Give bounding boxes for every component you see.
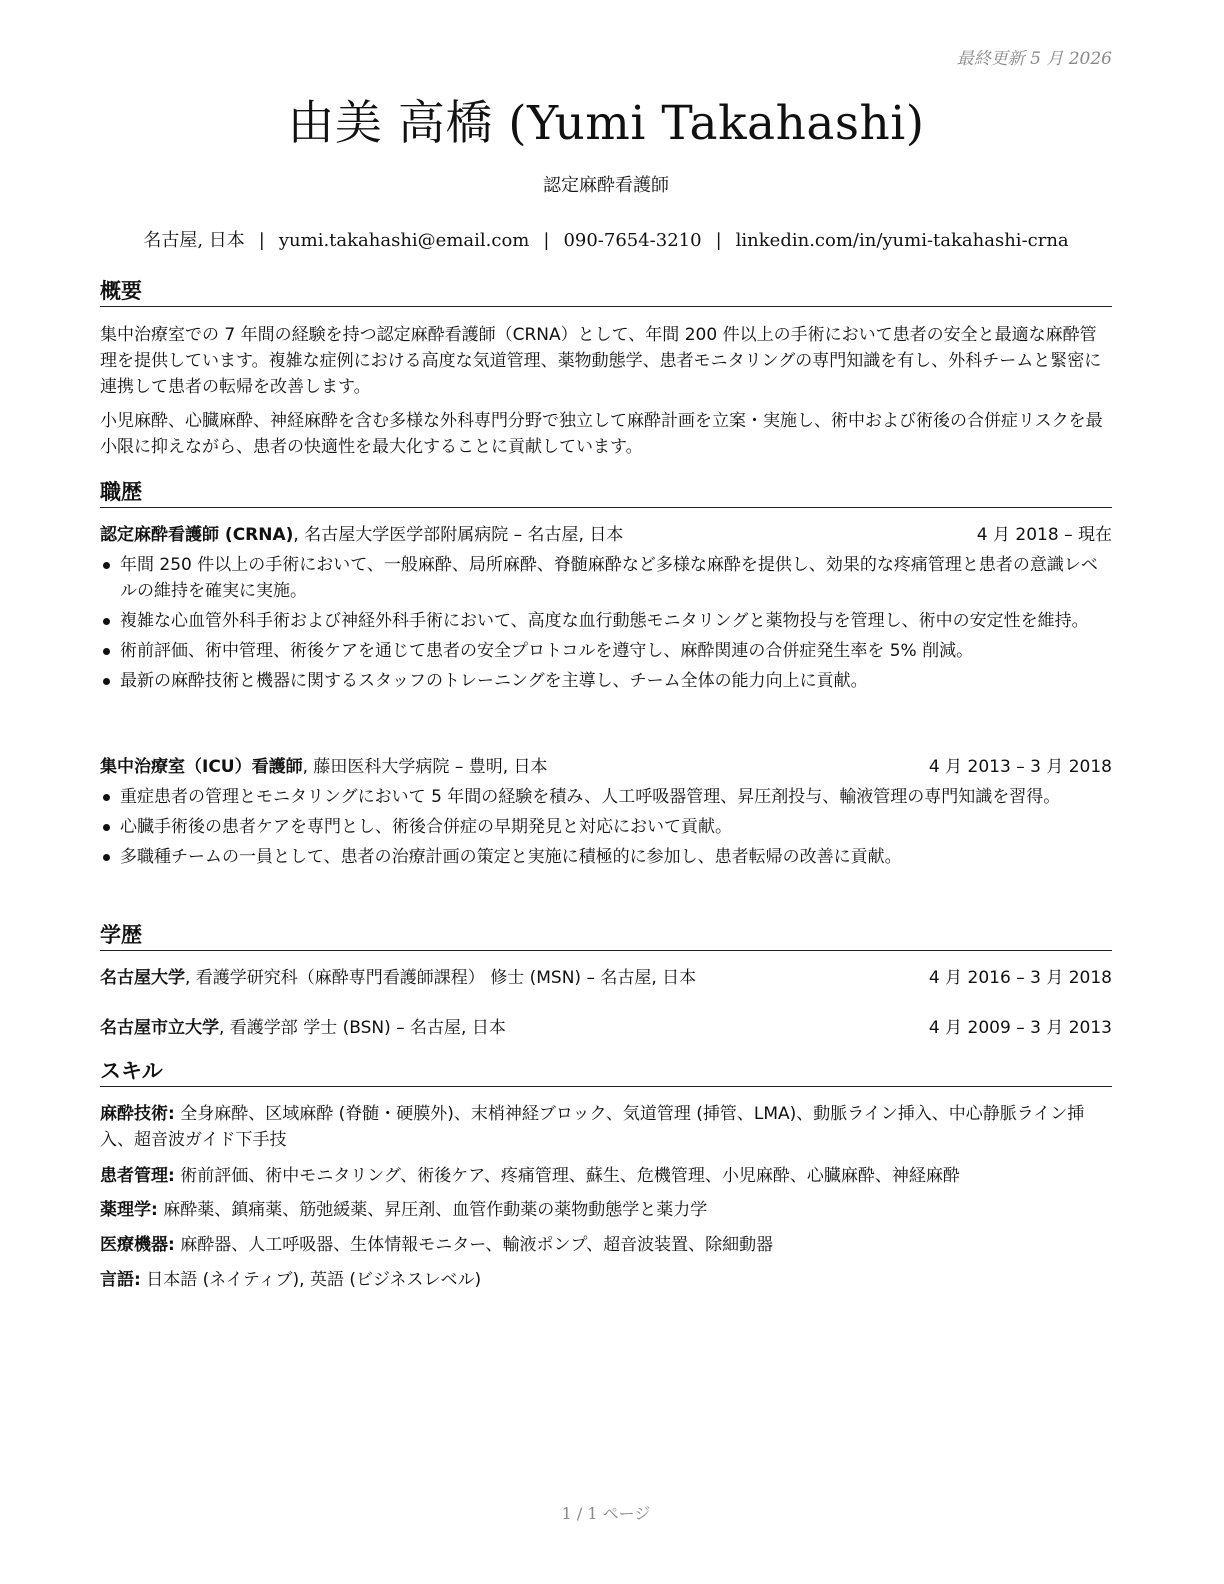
list-item: 術前評価、術中管理、術後ケアを通じて患者の安全プロトコルを遵守し、麻酔関連の合併症発生率を 5% 削減。 xyxy=(100,638,1112,664)
section-heading-experience: 職歴 xyxy=(100,479,1112,508)
job-dates: 4 月 2013 – 3 月 2018 xyxy=(928,757,1112,777)
education-item xyxy=(100,966,1112,990)
skill-value: 麻酔器、人工呼吸器、生体情報モニター、輸液ポンプ、超音波装置、除細動器 xyxy=(174,1235,774,1255)
page-indicator: 1 / 1 ページ xyxy=(561,1504,651,1523)
skill-value: 日本語 (ネイティブ), 英語 (ビジネスレベル) xyxy=(140,1270,482,1290)
summary-paragraph: 集中治療室での 7 年間の経験を持つ認定麻酔看護師（CRNA）として、年間 200 件以上の手術において患者の安全と最適な麻酔管理を提供しています。複雑な症例における高度な気道管理、薬物動態学、患者モニタリングの専門知識を有し、外科チームと緊密に連携して患者の転帰を改善します。 xyxy=(100,325,1102,397)
contact-separator: | xyxy=(543,230,550,251)
education-item xyxy=(100,1016,1112,1040)
job-header xyxy=(100,523,1112,547)
skill-label: 麻酔技術: xyxy=(100,1104,175,1124)
job-org: , 名古屋大学医学部附属病院 – 名古屋, 日本 xyxy=(293,525,624,545)
job-role: 集中治療室（ICU）看護師 xyxy=(100,757,303,777)
list-item: 最新の麻酔技術と機器に関するスタッフのトレーニングを主導し、チーム全体の能力向上に貢献。 xyxy=(100,668,1112,694)
education-dates: 4 月 2009 – 3 月 2013 xyxy=(928,1018,1112,1038)
contact-line xyxy=(100,226,1112,252)
skill-row xyxy=(100,1267,1112,1293)
job-bullets xyxy=(100,784,1112,874)
job-header xyxy=(100,755,1112,779)
job-role: 認定麻酔看護師 (CRNA) xyxy=(100,525,294,545)
resume-page xyxy=(100,0,1112,1584)
education-detail: , 看護学研究科（麻酔専門看護師課程） 修士 (MSN) – 名古屋, 日本 xyxy=(185,968,697,988)
summary-paragraph: 小児麻酔、心臓麻酔、神経麻酔を含む多様な外科専門分野で独立して麻酔計画を立案・実施し、術中および術後の合併症リスクを最小限に抑えながら、患者の快適性を最大化することに貢献しています。 xyxy=(100,411,1103,457)
skill-row xyxy=(100,1163,1112,1189)
skill-row xyxy=(100,1197,1112,1223)
candidate-name: 由美 高橋 (Yumi Takahashi) xyxy=(287,96,925,151)
last-updated: 最終更新 5 月 2026 xyxy=(956,49,1112,69)
contact-linkedin[interactable]: linkedin.com/in/yumi-takahashi-crna xyxy=(735,230,1069,251)
list-item: 重症患者の管理とモニタリングにおいて 5 年間の経験を積み、人工呼吸器管理、昇圧剤投与、輸液管理の専門知識を習得。 xyxy=(100,784,1112,810)
skill-value: 麻酔薬、鎮痛薬、筋弛緩薬、昇圧剤、血管作動薬の薬物動態学と薬力学 xyxy=(157,1200,708,1220)
skill-label: 患者管理: xyxy=(100,1166,175,1186)
skill-row xyxy=(100,1232,1112,1258)
job-org: , 藤田医科大学病院 – 豊明, 日本 xyxy=(302,757,548,777)
list-item: 年間 250 件以上の手術において、一般麻酔、局所麻酔、脊髄麻酔など多様な麻酔を提供し、効果的な疼痛管理と患者の意識レベルの維持を確実に実施。 xyxy=(100,552,1112,604)
list-item: 心臓手術後の患者ケアを専門とし、術後合併症の早期発見と対応において貢献。 xyxy=(100,814,1112,840)
skill-label: 薬理学: xyxy=(100,1200,158,1220)
skill-label: 言語: xyxy=(100,1270,141,1290)
education-dates: 4 月 2016 – 3 月 2018 xyxy=(928,968,1112,988)
job-bullets xyxy=(100,552,1112,698)
skill-row xyxy=(100,1101,1112,1153)
section-heading-summary: 概要 xyxy=(100,278,1112,307)
contact-phone[interactable]: 090-7654-3210 xyxy=(563,230,702,251)
skill-label: 医療機器: xyxy=(100,1235,175,1255)
contact-separator: | xyxy=(258,230,265,251)
skill-value: 全身麻酔、区域麻酔 (脊髄・硬膜外)、末梢神経ブロック、気道管理 (挿管、LMA)、動脈ライン挿入、中心静脈ライン挿入、超音波ガイド下手技 xyxy=(100,1104,1085,1150)
education-school: 名古屋市立大学 xyxy=(100,1018,219,1038)
candidate-title: 認定麻酔看護師 xyxy=(543,175,669,196)
education-school: 名古屋大学 xyxy=(100,968,185,988)
contact-email[interactable]: yumi.takahashi@email.com xyxy=(278,230,530,251)
section-heading-skills: スキル xyxy=(100,1058,1112,1087)
contact-separator: | xyxy=(715,230,722,251)
skill-value: 術前評価、術中モニタリング、術後ケア、疼痛管理、蘇生、危機管理、小児麻酔、心臓麻酔、神経麻酔 xyxy=(174,1166,960,1186)
list-item: 多職種チームの一員として、患者の治療計画の策定と実施に積極的に参加し、患者転帰の改善に貢献。 xyxy=(100,844,1112,870)
list-item: 複雑な心血管外科手術および神経外科手術において、高度な血行動態モニタリングと薬物投与を管理し、術中の安定性を維持。 xyxy=(100,608,1112,634)
education-detail: , 看護学部 学士 (BSN) – 名古屋, 日本 xyxy=(219,1018,506,1038)
job-dates: 4 月 2018 – 現在 xyxy=(976,525,1112,545)
contact-location: 名古屋, 日本 xyxy=(143,230,245,251)
section-heading-education: 学歴 xyxy=(100,922,1112,951)
